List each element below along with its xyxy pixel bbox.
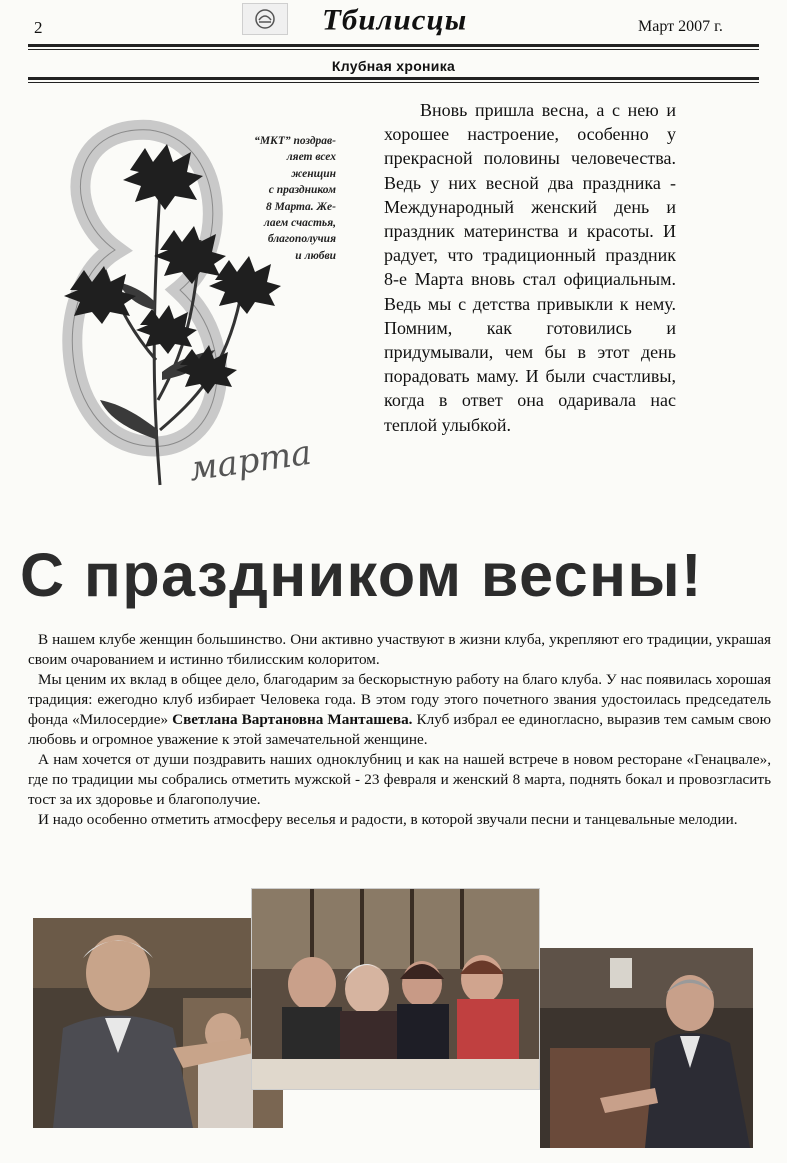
body-paragraph: В нашем клубе женщин большинство. Они активно участвуют в жизни клуба, укрепляют его традиции, украшая своим очарованием и истинно тбилисским колоритом. [28, 631, 771, 668]
header-rule-thin [28, 49, 759, 50]
section-rule [28, 77, 759, 80]
body-paragraph: И надо особенно отметить атмосферу веселья и радости, в которой звучали песни и танцевальные мелодии. [38, 811, 738, 828]
body-text: Мы ценим их вклад в общее дело, благодарим за бескорыстную работу на благо клуба. У нас появилась хорошая традиция: ежегодно клуб избирает Человека года. В этом году этого почетного звания удостоилась председатель фонда «Милосердие» [28, 671, 771, 728]
article-headline: С праздником весны! [20, 541, 703, 609]
club-greeting [214, 133, 336, 264]
newspaper-masthead: Тбилисцы [322, 2, 468, 37]
body-paragraph: А нам хочется от души поздравить наших одноклубниц и как на нашей встрече в новом ресторане «Генацвале», где по традиции мы собрались отметить мужской - 23 февраля и женский 8 марта, поднять бокал и провозгласить тост за их здоровье и благополучие. [28, 751, 771, 808]
section-label: Клубная хроника [331, 58, 456, 74]
club-logo-icon [242, 3, 288, 35]
issue-date: Март 2007 г. [638, 18, 723, 35]
intro-paragraph: Вновь пришла весна, а с нею и хорошее настроение, особенно у прекрасной половины человечества. Ведь у них весной два праздника - Международный женский день и праздник материнства и красоты. И радует, что традиционный праздник 8-е Марта вновь стал официальным. Ведь мы с детства привыкли к нему. Помним, как готовились и придумывали, чем бы в этот день порадовать маму. И были счастливы, когда в ответ она одаривала нас теплой улыбкой. [384, 100, 676, 435]
greeting-line: ляет всех [286, 151, 336, 164]
greeting-line: 8 Марта. Же- [266, 200, 336, 213]
march-script-text: марта [186, 432, 314, 490]
photo-man-giving-toast [33, 918, 283, 1128]
greeting-line: “МКТ” поздрав- [254, 135, 336, 147]
greeting-line: женщин [291, 167, 336, 180]
greeting-line: благополучия [267, 233, 336, 246]
body-paragraph [28, 670, 771, 750]
photo-man-speaking [540, 948, 753, 1148]
header-rule [28, 44, 759, 47]
body-text: Клуб избрал ее единогласно, выразив тем самым свою любовь и огромное уважение к этой замечательной женщине. [28, 711, 771, 748]
section-rule-thin [28, 82, 759, 83]
greeting-line: с праздником [268, 184, 336, 197]
photo-guests-at-table [251, 888, 540, 1090]
greeting-line: лаем счастья, [263, 217, 336, 230]
article-body [28, 630, 771, 830]
greeting-line: и любви [295, 249, 336, 262]
page-number: 2 [34, 18, 43, 37]
honoree-name: Светлана Вартановна Манташева. [172, 711, 413, 728]
